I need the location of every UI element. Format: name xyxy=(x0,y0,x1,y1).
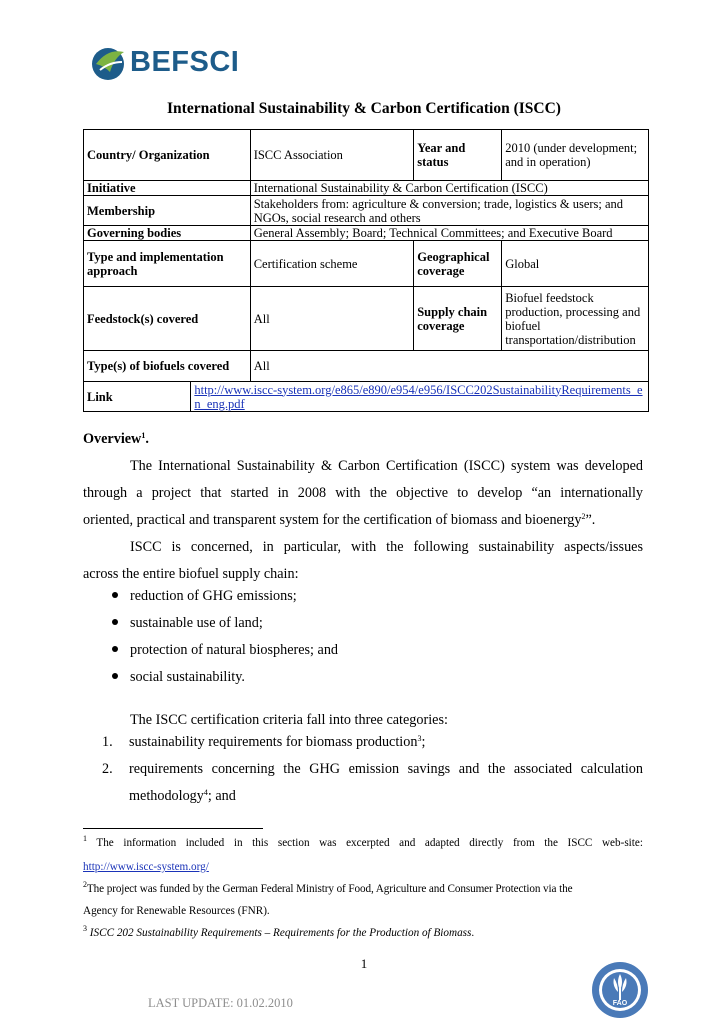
table-row xyxy=(84,226,649,241)
supply-label: Supply chain coverage xyxy=(414,287,502,351)
country-value: ISCC Association xyxy=(250,130,414,181)
footnote-divider xyxy=(83,828,263,829)
logo-text: BEFSCI xyxy=(130,46,240,78)
biofuel-label: Type(s) of biofuels covered xyxy=(84,351,251,382)
document-title: International Sustainability & Carbon Certification (ISCC) xyxy=(167,100,561,117)
list-item: requirements concerning the GHG emission savings and the associated calculation xyxy=(129,761,643,777)
list-item: social sustainability. xyxy=(112,669,245,686)
link-label: Link xyxy=(84,382,191,412)
overview-para1-line1: The International Sustainability & Carbon Certification (ISCC) system was developed xyxy=(130,458,643,474)
bullet-icon xyxy=(112,592,118,598)
initiative-value: International Sustainability & Carbon Certification (ISCC) xyxy=(250,181,648,196)
year-value: 2010 (under development; and in operation) xyxy=(502,130,649,181)
bullet-icon xyxy=(112,619,118,625)
type-value: Certification scheme xyxy=(250,241,414,287)
table-row xyxy=(84,351,649,382)
geo-value: Global xyxy=(502,241,649,287)
type-label: Type and implementation approach xyxy=(84,241,251,287)
governing-value: General Assembly; Board; Technical Committees; and Executive Board xyxy=(250,226,648,241)
membership-value: Stakeholders from: agriculture & conversion; trade, logistics & users; and NGOs, social research and others xyxy=(250,196,648,226)
overview-para1-line3: oriented, practical and transparent system for the certification of biomass and bioenergy$^2$”. xyxy=(83,512,596,528)
list-item: sustainable use of land; xyxy=(112,615,263,632)
footnote-1-link-line xyxy=(83,856,643,878)
biofuel-value: All xyxy=(250,351,648,382)
list-item: protection of natural biospheres; and xyxy=(112,642,338,659)
iscc-website-link[interactable]: http://www.iscc-system.org/ xyxy=(83,861,209,873)
table-row xyxy=(84,181,649,196)
iscc-pdf-link[interactable]: http://www.iscc-system.org/e865/e890/e954/e956/ISCC202SustainabilityRequirements_en_eng.pdf xyxy=(194,382,643,411)
overview-para3: The ISCC certification criteria fall into three categories: xyxy=(130,712,448,728)
overview-heading: Overview$^1$. xyxy=(83,431,149,447)
table-row xyxy=(84,287,649,351)
befsci-leaf-icon xyxy=(88,42,128,82)
year-label: Year and status xyxy=(414,130,502,181)
fao-logo-icon xyxy=(590,960,650,1020)
list-item: sustainability requirements for biomass production$^3$; xyxy=(129,734,426,750)
table-row xyxy=(84,241,649,287)
bullet-icon xyxy=(112,646,118,652)
overview-para1-line2: through a project that started in 2008 with the objective to develop “an internationally xyxy=(83,485,643,501)
befsci-logo xyxy=(88,42,238,86)
table-row xyxy=(84,382,649,412)
table-row xyxy=(84,196,649,226)
bullet-icon xyxy=(112,673,118,679)
footnote-3: $^3$ ISCC 202 Sustainability Requirements – Requirements for the Production of Biomass. xyxy=(83,924,475,939)
overview-para2-line1: ISCC is concerned, in particular, with the following sustainability aspects/issues xyxy=(130,539,643,555)
geo-label: Geographical coverage xyxy=(414,241,502,287)
info-table xyxy=(83,129,649,412)
list-item-continuation: methodology$^4$; and xyxy=(129,788,236,804)
overview-para2-line2: across the entire biofuel supply chain: xyxy=(83,566,299,582)
initiative-label: Initiative xyxy=(84,181,251,196)
page-number: 1 xyxy=(360,956,368,971)
feedstock-label: Feedstock(s) covered xyxy=(84,287,251,351)
list-item-number: 2. xyxy=(102,761,113,777)
svg-text:FAO: FAO xyxy=(612,1000,628,1007)
table-row xyxy=(84,130,649,181)
list-item-number: 1. xyxy=(102,734,113,750)
footnote-2-line2: Agency for Renewable Resources (FNR). xyxy=(83,905,270,917)
footer-last-update: LAST UPDATE: 01.02.2010 xyxy=(148,996,293,1010)
footnote-1: $^1$ The information included in this section was excerpted and adapted directly from the ISCC web-site: xyxy=(83,834,643,849)
membership-label: Membership xyxy=(84,196,251,226)
supply-value: Biofuel feedstock production, processing and biofuel transportation/distribution xyxy=(502,287,649,351)
governing-label: Governing bodies xyxy=(84,226,251,241)
list-item: reduction of GHG emissions; xyxy=(112,588,297,605)
footnote-2: $^2$The project was funded by the German Federal Ministry of Food, Agriculture and Consumer Protection via the xyxy=(83,880,573,895)
feedstock-value: All xyxy=(250,287,414,351)
link-cell xyxy=(191,382,649,412)
country-label: Country/ Organization xyxy=(84,130,251,181)
